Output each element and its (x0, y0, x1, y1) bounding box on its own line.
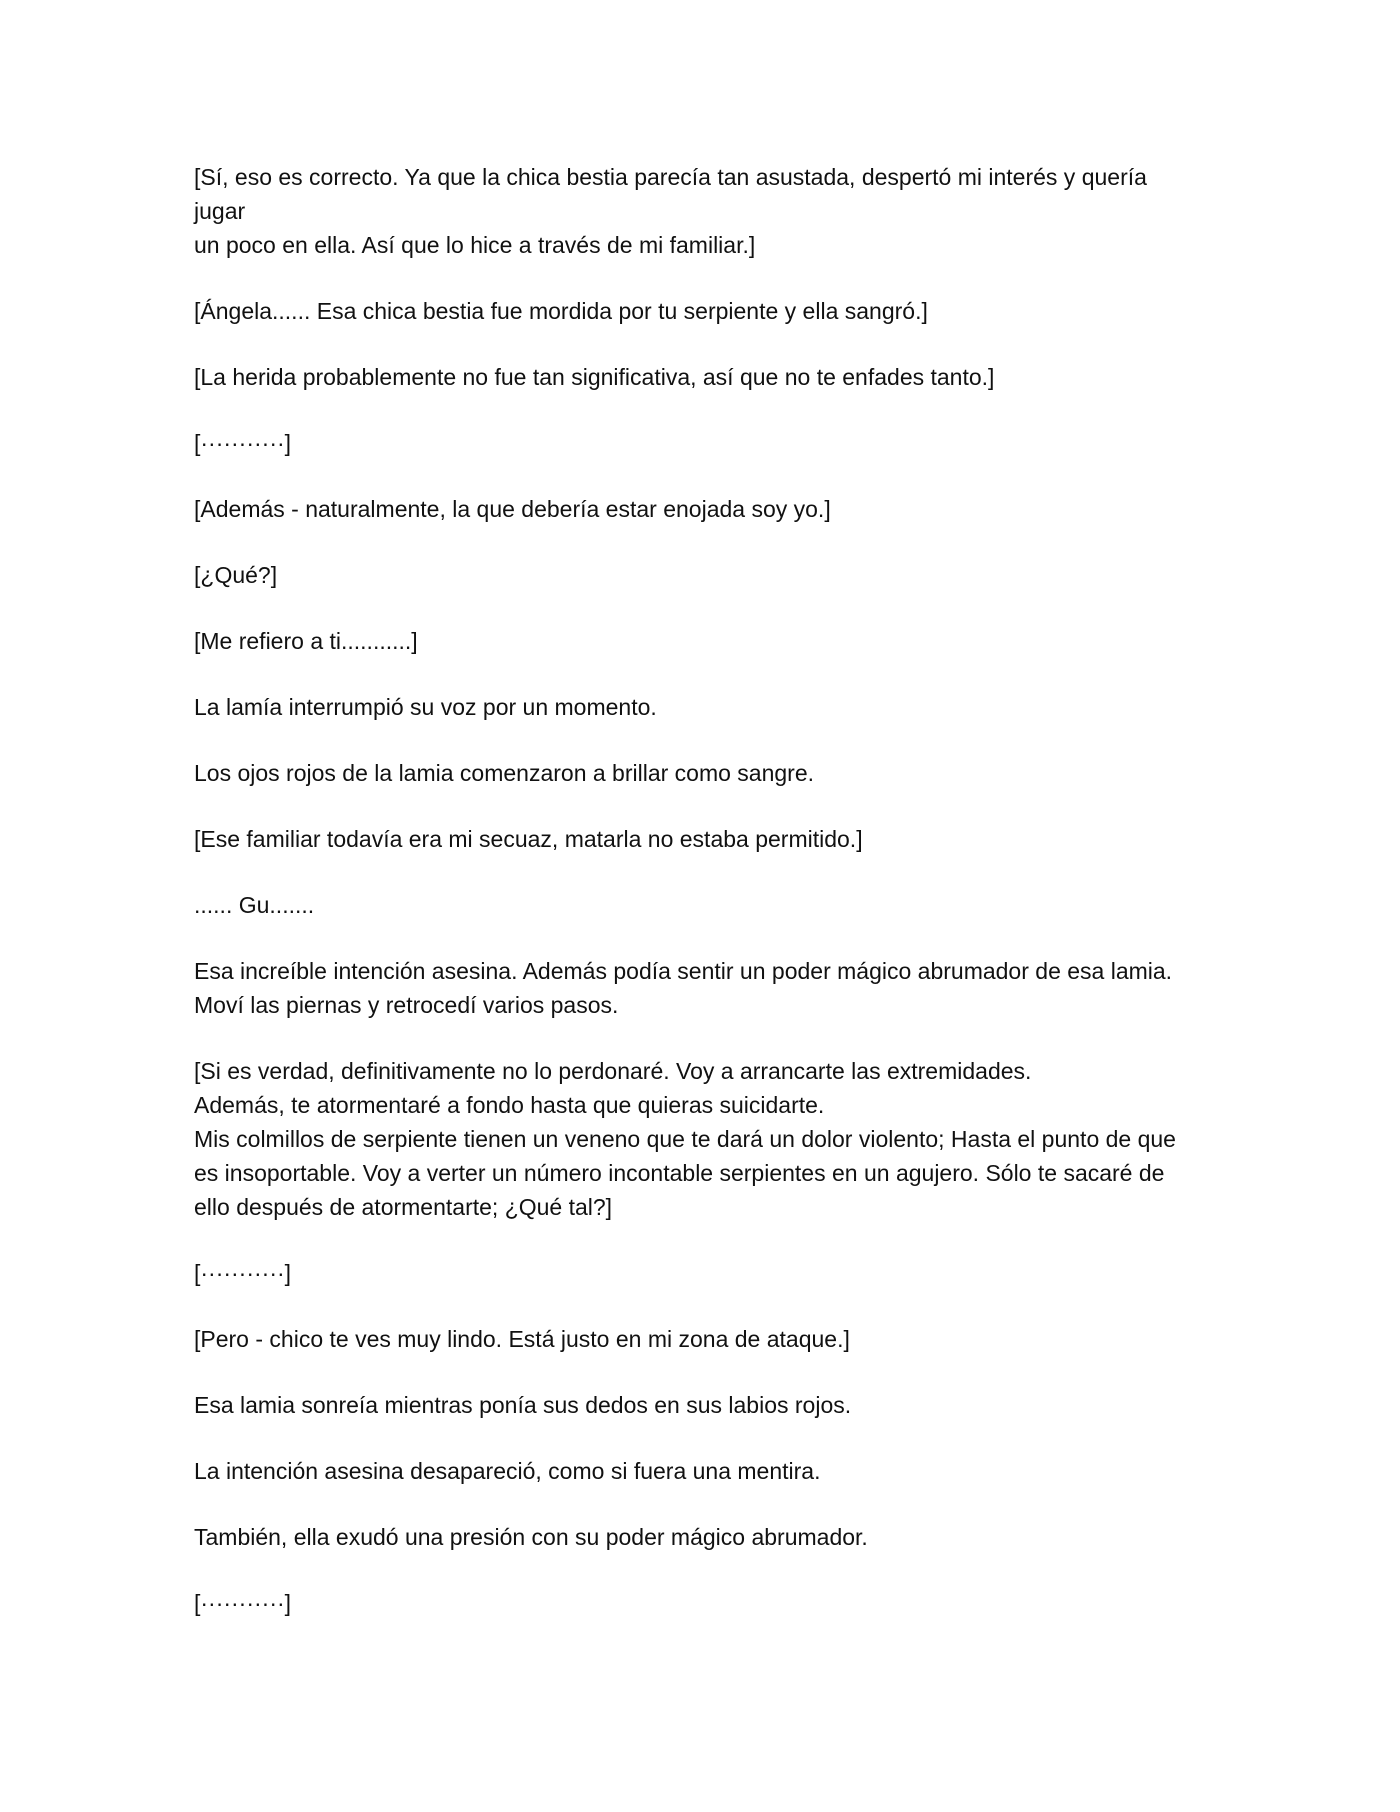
paragraph (194, 426, 1204, 460)
text-line: [Además - naturalmente, la que debería estar enojada soy yo.] (194, 496, 831, 522)
text-line: [···········] (194, 1260, 292, 1286)
text-line: Los ojos rojos de la lamia comenzaron a brillar como sangre. (194, 760, 815, 786)
text-line: [Si es verdad, definitivamente no lo perdonaré. Voy a arrancarte las extremidades. (194, 1058, 1032, 1084)
text-line: [¿Qué?] (194, 562, 278, 588)
paragraph (194, 624, 1204, 658)
text-line: La intención asesina desapareció, como si fuera una mentira. (194, 1458, 821, 1484)
text-line: También, ella exudó una presión con su poder mágico abrumador. (194, 1524, 868, 1550)
text-line: [La herida probablemente no fue tan significativa, así que no te enfades tanto.] (194, 364, 995, 390)
text-line: ello después de atormentarte; ¿Qué tal?] (194, 1194, 613, 1220)
paragraph (194, 360, 1204, 394)
text-line: [Ese familiar todavía era mi secuaz, matarla no estaba permitido.] (194, 826, 863, 852)
paragraph (194, 558, 1204, 592)
paragraph (194, 1256, 1204, 1290)
text-line: Además, te atormentaré a fondo hasta que quieras suicidarte. (194, 1092, 825, 1118)
paragraph (194, 1054, 1204, 1224)
paragraph (194, 1454, 1204, 1488)
paragraph (194, 690, 1204, 724)
paragraph (194, 1586, 1204, 1620)
text-line: Mis colmillos de serpiente tienen un veneno que te dará un dolor violento; Hasta el punto de que (194, 1126, 1176, 1152)
text-line: [Sí, eso es correcto. Ya que la chica bestia parecía tan asustada, despertó mi interés y quería jugar (194, 164, 1147, 224)
text-line: Moví las piernas y retrocedí varios pasos. (194, 992, 619, 1018)
paragraph (194, 954, 1204, 1022)
text-line: un poco en ella. Así que lo hice a través de mi familiar.] (194, 232, 756, 258)
text-line: La lamía interrumpió su voz por un momento. (194, 694, 657, 720)
paragraph (194, 160, 1204, 262)
document-body (194, 160, 1204, 1652)
text-line: [Me refiero a ti...........] (194, 628, 418, 654)
paragraph (194, 1388, 1204, 1422)
text-line: Esa increíble intención asesina. Además podía sentir un poder mágico abrumador de esa lamia. (194, 958, 1173, 984)
text-line: ...... Gu....... (194, 892, 315, 918)
text-line: [···········] (194, 1590, 292, 1616)
paragraph (194, 822, 1204, 856)
paragraph (194, 1322, 1204, 1356)
paragraph (194, 888, 1204, 922)
text-line: Esa lamia sonreía mientras ponía sus dedos en sus labios rojos. (194, 1392, 852, 1418)
paragraph (194, 1520, 1204, 1554)
paragraph (194, 294, 1204, 328)
paragraph (194, 492, 1204, 526)
paragraph (194, 756, 1204, 790)
text-line: [Ángela...... Esa chica bestia fue mordida por tu serpiente y ella sangró.] (194, 298, 928, 324)
text-line: [···········] (194, 430, 292, 456)
text-line: es insoportable. Voy a verter un número incontable serpientes en un agujero. Sólo te sacaré de (194, 1160, 1165, 1186)
text-line: [Pero - chico te ves muy lindo. Está justo en mi zona de ataque.] (194, 1326, 850, 1352)
